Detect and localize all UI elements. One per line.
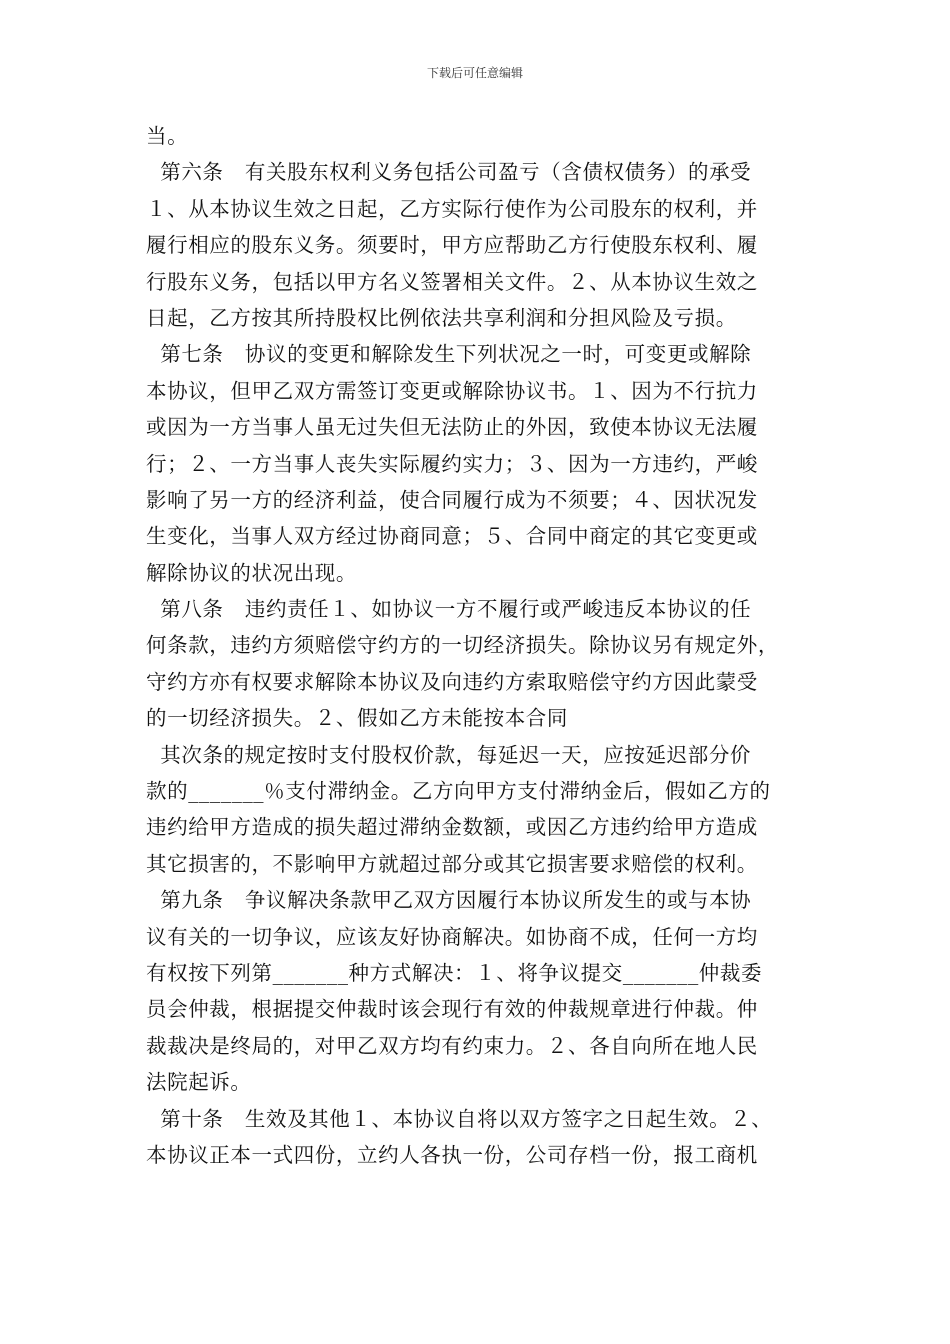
text-line: 行股东义务，包括以甲方名义签署相关文件。２、从本协议生效之 bbox=[146, 269, 758, 294]
text-line: 影响了另一方的经济利益，使合同履行成为不须要；４、因状况发 bbox=[146, 487, 758, 512]
text-line: 其次条的规定按时支付股权价款，每延迟一天，应按延迟部分价 bbox=[146, 742, 752, 767]
text-line: 第九条 争议解决条款甲乙双方因履行本协议所发生的或与本协 bbox=[146, 888, 752, 913]
text-line: 或因为一方当事人虽无过失但无法防止的外因，致使本协议无法履 bbox=[146, 415, 758, 440]
text-line: 款的_______％支付滞纳金。乙方向甲方支付滞纳金后，假如乙方的 bbox=[146, 779, 771, 804]
text-line: 第八条 违约责任１、如协议一方不履行或严峻违反本协议的任 bbox=[146, 597, 752, 622]
text-line: 第六条 有关股东权利义务包括公司盈亏（含债权债务）的承受 bbox=[146, 160, 752, 185]
text-line: 违约给甲方造成的损失超过滞纳金数额，或因乙方违约给甲方造成 bbox=[146, 815, 758, 840]
text-line: 本协议，但甲乙双方需签订变更或解除协议书。１、因为不行抗力 bbox=[146, 378, 758, 403]
text-line: １、从本协议生效之日起，乙方实际行使作为公司股东的权利，并 bbox=[146, 196, 758, 221]
text-line: 解除协议的状况出现。 bbox=[146, 560, 357, 585]
text-line: 日起，乙方按其所持股权比例依法共享利润和分担风险及亏损。 bbox=[146, 305, 737, 330]
page-header: 下载后可任意编辑 bbox=[426, 66, 523, 80]
text-line: 第十条 生效及其他１、本协议自将以双方签字之日起生效。２、 bbox=[146, 1106, 773, 1131]
document-body bbox=[146, 118, 810, 1173]
text-line: 本协议正本一式四份，立约人各执一份，公司存档一份，报工商机 bbox=[146, 1142, 758, 1167]
text-line: 生变化，当事人双方经过协商同意；５、合同中商定的其它变更或 bbox=[146, 524, 758, 549]
text-line: 履行相应的股东义务。须要时，甲方应帮助乙方行使股东权利、履 bbox=[146, 233, 758, 258]
text-line: 当。 bbox=[146, 124, 189, 148]
text-line: 何条款，违约方须赔偿守约方的一切经济损失。除协议另有规定外， bbox=[146, 633, 779, 658]
text-line: 的一切经济损失。２、假如乙方未能按本合同 bbox=[146, 706, 568, 731]
text-line: 第七条 协议的变更和解除发生下列状况之一时，可变更或解除 bbox=[146, 342, 752, 367]
text-line: 有权按下列第_______种方式解决：１、将争议提交_______仲裁委 bbox=[146, 960, 763, 985]
text-line: 其它损害的，不影响甲方就超过部分或其它损害要求赔偿的权利。 bbox=[146, 851, 758, 876]
text-line: 行；２、一方当事人丧失实际履约实力；３、因为一方违约，严峻 bbox=[146, 451, 758, 476]
text-line: 守约方亦有权要求解除本协议及向违约方索取赔偿守约方因此蒙受 bbox=[146, 669, 758, 694]
text-line: 议有关的一切争议，应该友好协商解决。如协商不成，任何一方均 bbox=[146, 924, 758, 949]
text-line: 法院起诉。 bbox=[146, 1070, 252, 1095]
text-line: 裁裁决是终局的，对甲乙双方均有约束力。２、各自向所在地人民 bbox=[146, 1033, 758, 1058]
text-line: 员会仲裁，根据提交仲裁时该会现行有效的仲裁规章进行仲裁。仲 bbox=[146, 997, 758, 1022]
